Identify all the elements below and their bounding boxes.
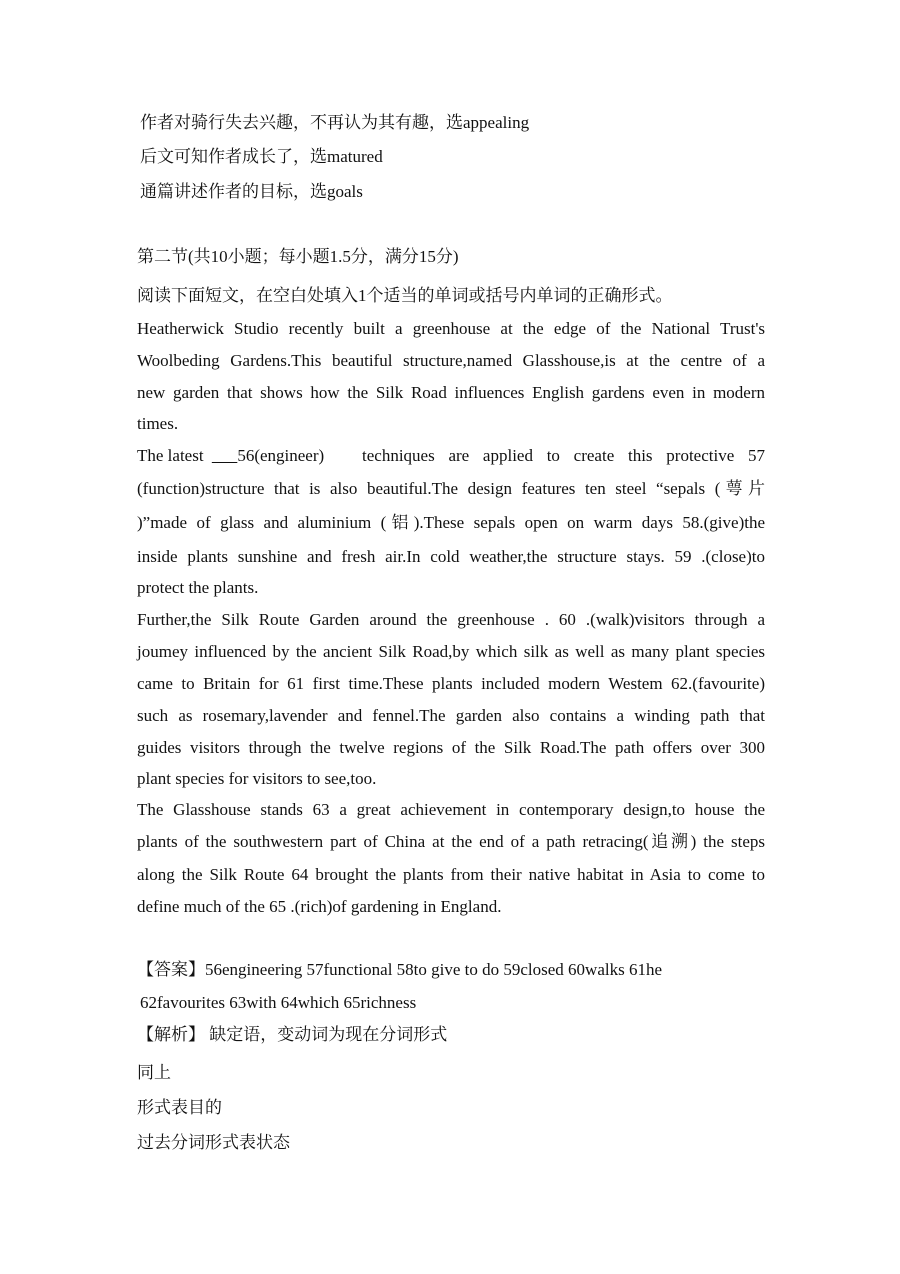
analysis-line-4: 过去分词形式表状态 [137, 1133, 290, 1152]
passage-line-4: times. [137, 414, 179, 433]
analysis-line-2: 同上 [137, 1063, 171, 1082]
section-heading: 第二节(共10小题；每小题1.5分，满分15分) [137, 247, 459, 266]
passage-line-17: plants of the southwestern part of China at the end of a path retracing(追溯) the steps [137, 832, 765, 851]
blank-56 [212, 445, 238, 467]
passage-line-7: )”made of glass and aluminium (铝).These sepals open on warm days 58.(give)the [137, 513, 765, 532]
analysis-line-3: 形式表目的 [137, 1098, 222, 1117]
passage-line-18: along the Silk Route 64 brought the plants from their native habitat in Asia to come to [137, 865, 765, 884]
passage-line-9: protect the plants. [137, 578, 259, 597]
passage-line-6: (function)structure that is also beautiful.The design features ten steel “sepals (萼片 [137, 479, 765, 498]
passage-line-5-start [137, 445, 324, 467]
blank-56-hint: 56(engineer) [237, 446, 325, 465]
note-line-3: 通篇讲述作者的目标，选goals [140, 182, 363, 201]
passage-line-1: Heatherwick Studio recently built a greenhouse at the edge of the National Trust's [137, 319, 765, 338]
passage-line-5-rest: techniques are applied to create this protective 57 [362, 446, 765, 465]
passage-line-2: Woolbeding Gardens.This beautiful structure,named Glasshouse,is at the centre of a [137, 351, 765, 370]
passage-line-10: Further,the Silk Route Garden around the greenhouse . 60 .(walk)visitors through a [137, 610, 765, 629]
passage-line-3: new garden that shows how the Silk Road influences English gardens even in modern [137, 383, 765, 402]
note-line-2: 后文可知作者成长了，选matured [140, 147, 383, 166]
answer-line-1: 【答案】56engineering 57functional 58to give to do 59closed 60walks 61he [137, 960, 663, 979]
section-instruction: 阅读下面短文，在空白处填入1个适当的单词或括号内单词的正确形式。 [137, 286, 673, 305]
passage-line-16: The Glasshouse stands 63 a great achievement in contemporary design,to house the [137, 800, 765, 819]
passage-line-19: define much of the 65 .(rich)of gardening in England. [137, 897, 502, 916]
passage-line-5-prefix: The latest [137, 446, 204, 465]
analysis-line-1: 【解析】 缺定语，变动词为现在分词形式 [137, 1025, 448, 1044]
passage-line-11: joumey influenced by the ancient Silk Road,by which silk as well as many plant species [137, 642, 765, 661]
passage-line-13: such as rosemary,lavender and fennel.The garden also contains a winding path that [137, 706, 765, 725]
answer-line-2: 62favourites 63with 64which 65richness [140, 993, 417, 1012]
passage-line-15: plant species for visitors to see,too. [137, 769, 377, 788]
passage-line-12: came to Britain for 61 first time.These plants included modern Westem 62.(favourite) [137, 674, 765, 693]
passage-line-14: guides visitors through the twelve regions of the Silk Road.The path offers over 300 [137, 738, 765, 757]
passage-line-8: inside plants sunshine and fresh air.In cold weather,the structure stays. 59 .(close)to [137, 547, 765, 566]
note-line-1: 作者对骑行失去兴趣，不再认为其有趣，选appealing [140, 113, 530, 132]
